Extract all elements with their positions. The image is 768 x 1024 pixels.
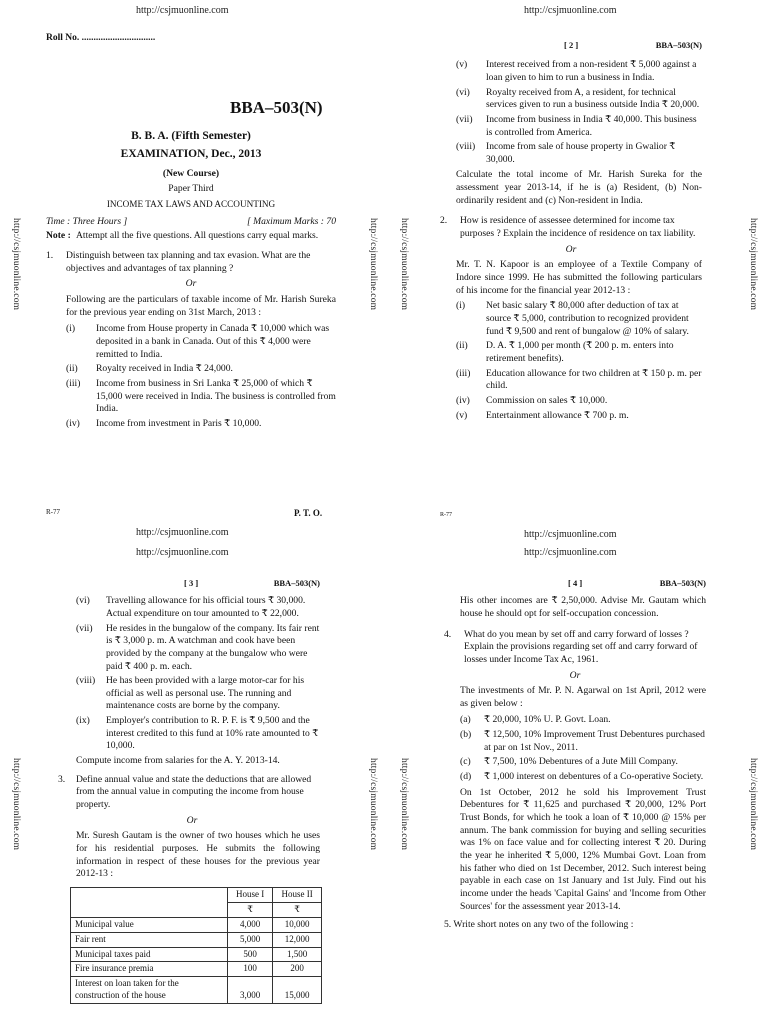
p4-items xyxy=(444,714,706,783)
item-number: (vii) xyxy=(76,622,93,634)
table-row xyxy=(71,932,322,947)
top-url-left[interactable]: http://csjmuonline.com xyxy=(136,5,229,16)
item-text: D. A. ₹ 1,000 per month (₹ 200 p. m. enters into retirement benefits). xyxy=(486,340,674,364)
item-number: (a) xyxy=(460,714,471,726)
q4-or-text: The investments of Mr. P. N. Agarwal on 1st April, 2012 were as given below : xyxy=(460,685,706,709)
q3-number: 3. xyxy=(58,773,66,785)
house-1-value: 100 xyxy=(228,962,273,977)
question-1 xyxy=(46,250,336,275)
table-corner xyxy=(71,888,228,918)
item-text: Net basic salary ₹ 80,000 after deduction of tax at source ₹ 5,000, contribution to recognized provident fund ₹ 9,500 and rent of bungalow @ 10% of salary. xyxy=(486,300,689,337)
item-text: Education allowance for two children at ₹ 150 p. m. per child. xyxy=(486,367,702,392)
q1-number: 1. xyxy=(46,250,54,262)
paper-code: BBA–503(N) xyxy=(655,40,702,50)
list-item xyxy=(66,378,336,416)
page4-header xyxy=(444,578,706,589)
side-url[interactable]: http://csjmuonline.com xyxy=(11,218,21,311)
item-text: Income from House property in Canada ₹ 10,000 which was deposited in a bank in Canada. Out of this ₹ 4,000 were remitted to India. xyxy=(96,323,330,360)
list-item xyxy=(456,59,702,84)
side-url[interactable]: http://csjmuonline.com xyxy=(748,218,758,311)
item-text: ₹ 1,000 interest on debentures of a Co-operative Society. xyxy=(484,771,704,783)
list-item xyxy=(456,395,702,408)
page-number: [ 4 ] xyxy=(568,578,583,588)
side-url[interactable]: http://csjmuonline.com xyxy=(11,758,21,851)
q3-continuation: His other incomes are ₹ 2,50,000. Advise Mr. Gautam which house he should opt for self-occupation concession. xyxy=(460,595,706,619)
list-item xyxy=(456,410,702,423)
item-text: Royalty received in India ₹ 24,000. xyxy=(96,363,233,375)
list-item xyxy=(460,714,706,727)
house-2-value: 1,500 xyxy=(273,947,322,962)
item-number: (v) xyxy=(456,409,468,421)
item-number: (viii) xyxy=(76,675,96,687)
item-number: (vii) xyxy=(456,113,473,125)
page-3 xyxy=(58,578,320,1004)
house-2-value: 200 xyxy=(273,962,322,977)
page2-footer-left: R-77 xyxy=(440,512,452,518)
side-url[interactable]: http://csjmuonline.com xyxy=(748,758,758,851)
note-text: Attempt all the five questions. All questions carry equal marks. xyxy=(76,230,319,242)
page3-header xyxy=(64,578,320,589)
item-number: (iii) xyxy=(66,377,81,389)
house-1-value: 5,000 xyxy=(228,932,273,947)
col-house-1: House I xyxy=(228,888,273,903)
list-item xyxy=(456,114,702,139)
house-2-value: 10,000 xyxy=(273,917,322,932)
item-number: (i) xyxy=(66,323,76,335)
time-marks-row xyxy=(46,216,336,229)
page1-footer-left: R-77 xyxy=(46,508,60,516)
new-course: (New Course) xyxy=(162,168,220,180)
table-row xyxy=(71,962,322,977)
list-item xyxy=(456,300,702,338)
p2-items2 xyxy=(440,300,702,422)
question-5: 5. Write short notes on any two of the following : xyxy=(444,919,634,931)
q2-or-text: Mr. T. N. Kapoor is an employee of a Textile Company of Indore since 1999. He has submitted the following particulars of his income for the financial year 2012-13 : xyxy=(456,259,702,296)
item-number: (d) xyxy=(460,771,472,783)
top-url-right[interactable]: http://csjmuonline.com xyxy=(524,5,617,16)
paper-code: BBA–503(N) xyxy=(273,578,320,588)
table-row xyxy=(71,977,322,1004)
page-1 xyxy=(46,28,336,433)
or-label: Or xyxy=(565,243,577,255)
page-2 xyxy=(440,40,702,424)
subject-title: INCOME TAX LAWS AND ACCOUNTING xyxy=(106,198,276,209)
item-text: ₹ 20,000, 10% U. P. Govt. Loan. xyxy=(484,714,611,726)
house-1-value: 4,000 xyxy=(228,917,273,932)
q1-text: Distinguish between tax planning and tax evasion. What are the objectives and advantages of tax planning ? xyxy=(66,250,311,274)
or-label: Or xyxy=(569,669,581,681)
q2-number: 2. xyxy=(440,215,448,227)
unit: ₹ xyxy=(273,902,322,917)
item-number: (iv) xyxy=(66,417,80,429)
house-table xyxy=(70,887,322,1004)
item-number: (viii) xyxy=(456,141,476,153)
paper-code: BBA–503(N) xyxy=(230,97,323,117)
question-4 xyxy=(444,629,706,667)
item-text: Income from business in Sri Lanka ₹ 25,000 of which ₹ 15,000 were received in India. The business is controlled from India. xyxy=(96,377,336,415)
list-item xyxy=(456,141,702,166)
compute-instruction: Compute income from salaries for the A. Y. 2013-14. xyxy=(76,755,280,767)
item-text: Income from investment in Paris ₹ 10,000. xyxy=(96,417,262,429)
item-number: (vi) xyxy=(76,595,90,607)
question-3 xyxy=(58,774,320,812)
table-row xyxy=(71,917,322,932)
item-number: (vi) xyxy=(456,86,470,98)
marks-label: [ Maximum Marks : 70 xyxy=(247,215,336,227)
item-text: ₹ 12,500, 10% Improvement Trust Debentures purchased at par on 1st Nov., 2011. xyxy=(484,729,705,753)
list-item xyxy=(456,87,702,112)
page1-footer-right: P. T. O. xyxy=(294,508,323,518)
item-number: (ix) xyxy=(76,715,90,727)
p3-items xyxy=(64,595,320,753)
or-label: Or xyxy=(185,278,197,290)
house-1-value: 3,000 xyxy=(228,977,273,1004)
item-number: (ii) xyxy=(66,363,78,375)
list-item xyxy=(76,595,320,620)
col-house-2: House II xyxy=(273,888,322,903)
unit: ₹ xyxy=(228,902,273,917)
list-item xyxy=(456,368,702,393)
item-number: (i) xyxy=(456,300,466,312)
list-item xyxy=(76,715,320,753)
list-item xyxy=(460,771,706,784)
item-text: Interest received from a non-resident ₹ 5,000 against a loan given to him to run a business in India. xyxy=(486,59,697,83)
list-item xyxy=(66,323,336,361)
side-url[interactable]: http://csjmuonline.com xyxy=(368,218,378,311)
mid-url-left-a[interactable]: http://csjmuonline.com xyxy=(136,527,229,538)
or-label: Or xyxy=(186,814,198,826)
calc-instruction: Calculate the total income of Mr. Harish Sureka for the assessment year 2013-14, if he is (a) Resident, (b) Non-ordinarily resident and (c) Non-resident in India. xyxy=(456,169,702,206)
item-text: Entertainment allowance ₹ 700 p. m. xyxy=(486,409,629,421)
house-1-value: 500 xyxy=(228,947,273,962)
q2-text: How is residence of assessee determined for income tax purposes ? Explain the incidence of residence on tax liability. xyxy=(460,215,696,240)
page-number: [ 2 ] xyxy=(564,40,579,50)
time-label: Time : Three Hours ] xyxy=(46,215,128,227)
item-text: Employer's contribution to R. P. F. is ₹ 9,500 and the interest credited to this fund at 10% rate amounted to ₹ 10,000. xyxy=(106,715,319,752)
mid-url-right-b[interactable]: http://csjmuonline.com xyxy=(524,547,617,558)
item-text: Royalty received from A, a resident, for technical services given to run a business outside India ₹ 20,000. xyxy=(486,86,700,111)
item-text: Income from sale of house property in Gwalior ₹ 30,000. xyxy=(486,141,676,165)
q3-or-text: Mr. Suresh Gautam is the owner of two houses which he uses for his residential purposes. He submits the following information in respect of these houses for the previous year 2012-13 : xyxy=(76,830,320,880)
item-text: Income from business in India ₹ 40,000. This business is controlled from America. xyxy=(486,113,697,138)
paper-number: Paper Third xyxy=(168,182,214,194)
house-2-value: 15,000 xyxy=(273,977,322,1004)
house-2-value: 12,000 xyxy=(273,932,322,947)
q1-or-text: Following are the particulars of taxable income of Mr. Harish Sureka for the previous year ending on 31st March, 2013 : xyxy=(66,294,336,318)
note-label: Note : xyxy=(46,230,71,242)
page-number: [ 3 ] xyxy=(184,578,199,588)
q4-paragraph: On 1st October, 2012 he sold his Improvement Trust Debentures for ₹ 11,625 and purchased ₹ 20,000, 12% Port Trust Bonds, for which he took a loan of ₹ 10,000 @ 15% per annum. The bank commission for buying and selling securities was 1% on face value and for collecting interest ₹ 20. During the year he inherited ₹ 5,000, 12% Mumbai Govt. Loan from his father who died on 1st December, 2012. Such interest being payable in each case on 1st January and 1st July. Find out his income under the heads 'Capital Gains' and 'Income from Other Sources' for the assessment year 2013-14. xyxy=(460,786,706,912)
q4-text: What do you mean by set off and carry forward of losses ? Explain the provisions regarding set off and carry forward of losses under Income Tax Ac, 1961. xyxy=(464,628,698,665)
side-url[interactable]: http://csjmuonline.com xyxy=(399,758,409,851)
item-number: (c) xyxy=(460,756,471,768)
row-label: Fire insurance premia xyxy=(71,962,228,977)
note xyxy=(46,230,336,243)
table-row xyxy=(71,947,322,962)
item-text: He has been provided with a large motor-car for his official as well as personal use. The running and maintenance costs are borne by the company. xyxy=(106,675,305,712)
exam-title: EXAMINATION, Dec., 2013 xyxy=(120,148,262,161)
item-number: (iv) xyxy=(456,394,470,406)
item-text: Travelling allowance for his official tours ₹ 30,000. Actual expenditure on tour amounted to ₹ 22,000. xyxy=(106,595,306,619)
item-text: He resides in the bungalow of the company. Its fair rent is ₹ 3,000 p. m. A watchman and cook have been provided by the company at the bungalow who were paid ₹ 400 p. m. each. xyxy=(106,622,320,672)
table-header-row xyxy=(71,888,322,903)
p2-items xyxy=(440,59,702,166)
item-text: Commission on sales ₹ 10,000. xyxy=(486,394,608,406)
page2-header xyxy=(440,40,702,51)
row-label: Municipal taxes paid xyxy=(71,947,228,962)
item-number: (ii) xyxy=(456,340,468,352)
list-item xyxy=(76,623,320,674)
list-item xyxy=(460,756,706,769)
item-number: (iii) xyxy=(456,367,471,379)
mid-url-right[interactable]: http://csjmuonline.com xyxy=(524,529,617,540)
list-item xyxy=(66,363,336,376)
q4-number: 4. xyxy=(444,628,452,640)
list-item xyxy=(66,418,336,431)
question-2 xyxy=(440,215,702,240)
list-item xyxy=(76,675,320,713)
side-url[interactable]: http://csjmuonline.com xyxy=(399,218,409,311)
course-title: B. B. A. (Fifth Semester) xyxy=(131,129,251,142)
mid-url-left-b[interactable]: http://csjmuonline.com xyxy=(136,547,229,558)
side-url[interactable]: http://csjmuonline.com xyxy=(368,758,378,851)
page-4 xyxy=(444,578,706,932)
item-number: (v) xyxy=(456,59,468,71)
q3-text: Define annual value and state the deductions that are allowed from the annual value in computing the income from house property. xyxy=(76,773,312,811)
item-number: (b) xyxy=(460,729,472,741)
paper-code: BBA–503(N) xyxy=(659,578,706,588)
row-label: Fair rent xyxy=(71,932,228,947)
row-label: Municipal value xyxy=(71,917,228,932)
list-item xyxy=(456,340,702,365)
roll-number: Roll No. ............................... xyxy=(46,33,156,43)
item-text: ₹ 7,500, 10% Debentures of a Jute Mill Company. xyxy=(484,756,678,768)
q1-items xyxy=(46,323,336,430)
list-item xyxy=(460,729,706,754)
row-label: Interest on loan taken for the construction of the house xyxy=(71,977,228,1004)
